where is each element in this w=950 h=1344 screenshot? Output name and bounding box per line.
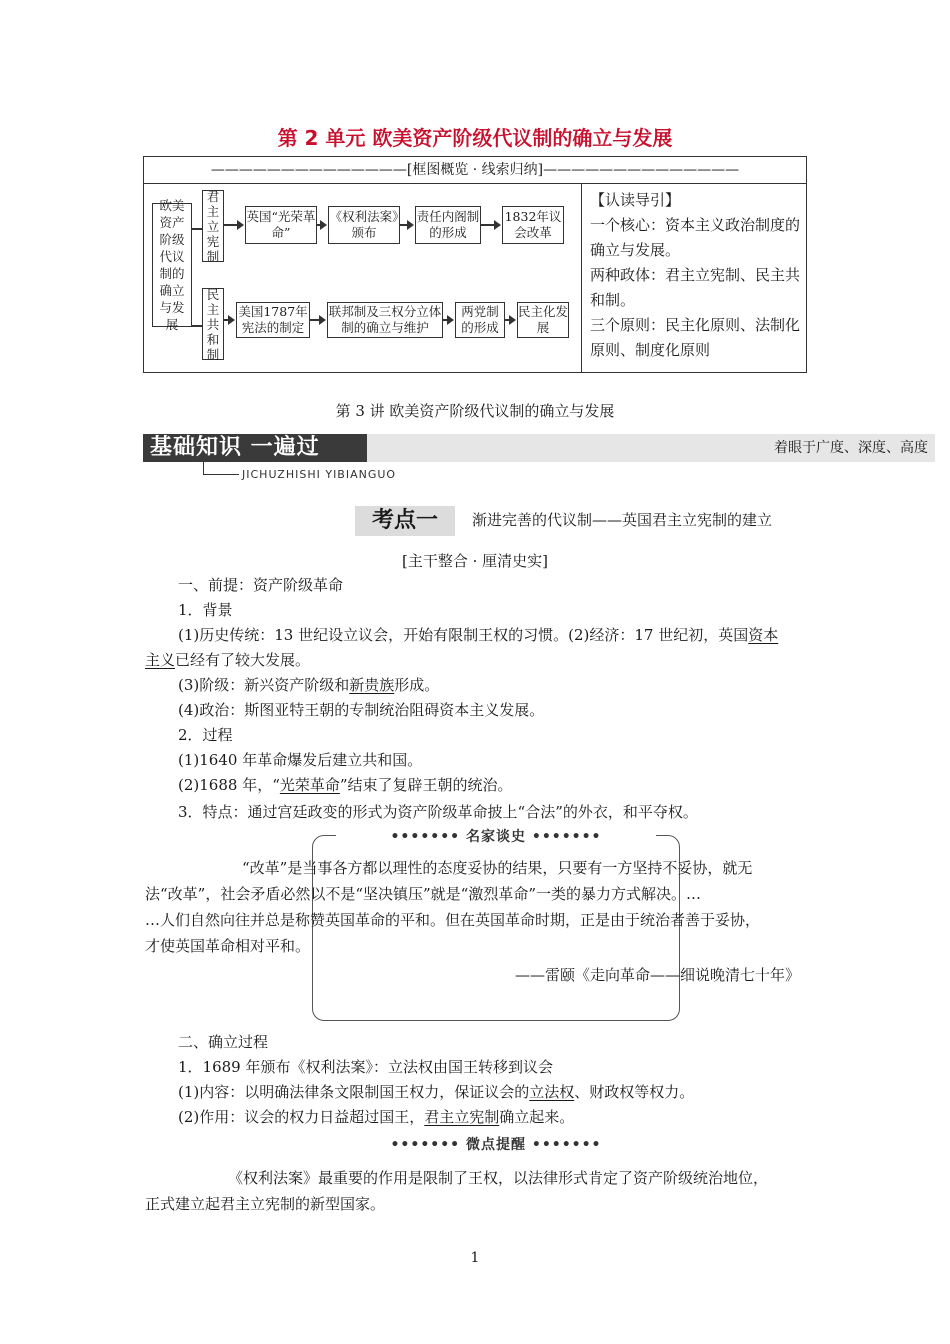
flow-item-label: 1832年议会改革: [504, 209, 562, 240]
unit-title: 第 2 单元 欧美资产阶级代议制的确立与发展: [277, 126, 673, 150]
tip-tag: ••••••• 微点提醒 •••••••: [390, 1137, 602, 1153]
arrow-icon: [224, 224, 242, 226]
paragraph-line: [178, 673, 838, 698]
text: (2)作用：议会的权力日益超过国王，: [178, 1108, 425, 1126]
banner-title: 基础知识 一遍过: [150, 435, 320, 460]
banner-slogan: 着眼于广度、深度、高度: [774, 440, 928, 456]
banner-decoration: [203, 462, 204, 474]
tip-line: 《权利法案》最重要的作用是限制了王权，以法律形式肯定了资产阶级统治地位，: [228, 1169, 769, 1187]
page-number: 1: [470, 1250, 480, 1266]
quote-line: “改革”是当事各方都以理性的态度妥协的结果，只要有一方坚持不妥协，就无: [242, 859, 753, 877]
branch-republic: [202, 288, 224, 360]
guide-line: 三个原则：民主化原则、法制化原则、制度化原则: [590, 316, 801, 359]
flow-item: [328, 206, 400, 244]
text: (3)阶级：新兴资产阶级和: [178, 676, 350, 694]
underlined-term: 新贵族: [349, 676, 395, 694]
text: (1)内容：以明确法律条文限制国王权力，保证议会的: [178, 1083, 530, 1101]
connector: [192, 228, 202, 230]
flow-item-label: 《权利法案》颁布: [329, 209, 399, 240]
reading-guide: [590, 188, 802, 363]
text: 确立起来。: [499, 1108, 575, 1126]
paragraph-line: [145, 648, 805, 673]
heading-1: 一、前提：资产阶级革命: [178, 576, 344, 594]
underlined-term: 资本: [748, 626, 779, 644]
arrow-icon: [224, 319, 233, 321]
quote-line: …人们自然向往并总是称赞英国革命的平和。但在英国革命时期，正是由于统治者善于妥协，: [145, 911, 761, 929]
guide-title: 【认读导引】: [590, 191, 681, 209]
flow-item: [415, 206, 481, 244]
text: (1)历史传统：13 世纪设立议会，开始有限制王权的习惯。(2)经济：17 世纪初，英国: [178, 626, 749, 644]
underlined-term: 君主立宪制: [424, 1108, 500, 1126]
paragraph-line: [178, 1080, 838, 1105]
branch-republic-label: 民主共和制: [206, 286, 220, 362]
frame-divider: [581, 184, 582, 373]
text: ”结束了复辟王朝的统治。: [339, 776, 513, 794]
lecture-title: 第 3 讲 欧美资产阶级代议制的确立与发展: [335, 402, 615, 420]
paragraph-line: (4)政治：斯图亚特王朝的专制统治阻碍资本主义发展。: [178, 701, 545, 719]
diagram-root-label: 欧美资产阶级代议制的确立与发展: [159, 198, 185, 332]
kaodian-badge: 考点一: [355, 506, 455, 536]
branch-monarchy-label: 君主立宪制: [206, 188, 220, 264]
guide-line: 两种政体：君主立宪制、民主共和制。: [590, 266, 801, 309]
underlined-term: 光荣革命: [279, 776, 340, 794]
flow-item-label: 美国1787年宪法的制定: [238, 304, 308, 335]
banner-decoration: [203, 474, 239, 475]
arrow-icon: [481, 224, 499, 226]
arrow-icon: [443, 319, 452, 321]
subheading: 2．过程: [178, 726, 233, 744]
arrow-icon: [400, 224, 412, 226]
connector: [192, 325, 202, 327]
quote-source: ——雷颐《走向革命——细说晚清七十年》: [514, 966, 800, 984]
banner-pinyin: JICHUZHISHI YIBIANGUO: [242, 468, 397, 481]
paragraph-line: 1．1689 年颁布《权利法案》：立法权由国王转移到议会: [178, 1058, 553, 1076]
underlined-term: 主义: [145, 651, 176, 669]
text: 形成。: [394, 676, 440, 694]
flow-item-label: 民主化发展: [518, 304, 569, 335]
arrow-icon: [505, 319, 514, 321]
flow-item: [245, 206, 317, 244]
paragraph-line: [178, 1105, 838, 1130]
flow-item: [517, 302, 569, 338]
arrow-icon: [317, 224, 325, 226]
paragraph-line: [178, 773, 838, 798]
flow-item-label: 联邦制及三权分立体制的确立与维护: [328, 304, 442, 335]
tip-line: 正式建立起君主立宪制的新型国家。: [145, 1195, 386, 1213]
paragraph-line: (1)1640 年革命爆发后建立共和国。: [178, 751, 423, 769]
section-heading: [主干整合 · 厘清史实]: [401, 552, 548, 570]
diagram-root: [152, 198, 192, 332]
frame-header: ——————————————[框图概览 · 线索归纳]——————————————: [143, 157, 807, 184]
flow-item-label: 英国“光荣革命”: [246, 209, 316, 240]
paragraph-line: [178, 623, 838, 648]
flow-item: [327, 302, 443, 338]
quote-line: 才使英国革命相对平和。: [145, 937, 311, 955]
quote-tag: ••••••• 名家谈史 •••••••: [390, 829, 602, 845]
flow-item-label: 责任内阁制的形成: [416, 209, 480, 240]
guide-line: 一个核心：资本主义政治制度的确立与发展。: [590, 216, 801, 259]
flow-item: [502, 206, 564, 244]
text: 已经有了较大发展。: [175, 651, 311, 669]
flow-item: [236, 302, 310, 338]
text: (2)1688 年，“: [178, 776, 280, 794]
paragraph-line: 3．特点：通过宫廷政变的形式为资产阶级革命披上“合法”的外衣，和平夺权。: [178, 803, 698, 821]
quote-line: 法“改革”，社会矛盾必然以不是“坚决镇压”就是“激烈革命”一类的暴力方式解决。…: [145, 885, 702, 903]
heading-2: 二、确立过程: [178, 1033, 269, 1051]
underlined-term: 立法权: [529, 1083, 575, 1101]
subheading: 1．背景: [178, 601, 233, 619]
flow-item: [455, 302, 505, 338]
kaodian-title: 渐进完善的代议制——英国君主立宪制的建立: [472, 511, 773, 529]
text: 、财政权等权力。: [574, 1083, 695, 1101]
branch-monarchy: [202, 190, 224, 262]
flow-item-label: 两党制的形成: [461, 304, 499, 335]
arrow-icon: [310, 319, 324, 321]
